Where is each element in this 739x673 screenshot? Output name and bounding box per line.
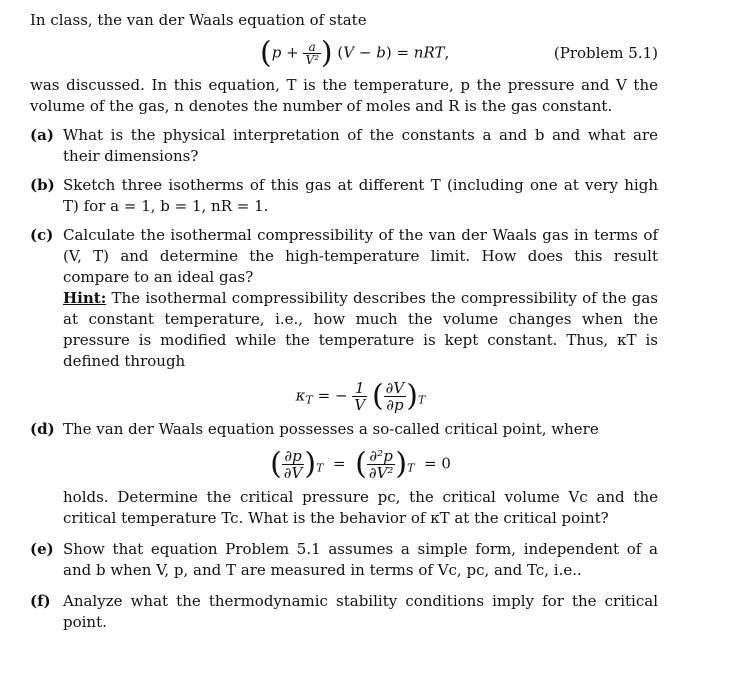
question-text: Sketch three isotherms of this gas at different T (including one at very high T) for a = 1, b = 1, nR = 1.	[63, 176, 658, 215]
question-b	[30, 175, 658, 217]
question-text: Analyze what the thermodynamic stability conditions imply for the critical point.	[63, 592, 658, 631]
after-equation-text: was discussed. In this equation, T is the temperature, p the pressure and V the volume of the gas, n denotes the number of moles and R is the gas constant.	[30, 76, 658, 115]
question-d	[30, 419, 658, 529]
vdw-equation: (p + $\frac{a}{\text{V²}}$ ) (V − b) = nRT,	[260, 35, 450, 71]
question-label: (c)	[30, 226, 54, 244]
question-text: What is the physical interpretation of the constants a and b and what are their dimensions?	[63, 126, 658, 165]
question-text: Calculate the isothermal compressibility of the van der Waals gas in terms of (V, T) and determine the high-temperature limit. How does this result compare to an ideal gas?	[63, 226, 658, 286]
question-text: Show that equation Problem 5.1 assumes a simple form, independent of a and b when V, p, and T are measured in terms of Vc, pc, and Tc, i.e..	[63, 540, 658, 579]
question-label: (d)	[30, 420, 55, 438]
question-text-after: holds. Determine the critical pressure pc, the critical volume Vc and the critical temperature Tc. What is the behavior of κT at the critical point?	[63, 488, 658, 527]
question-f	[30, 591, 658, 633]
hint-label: Hint:	[63, 289, 107, 307]
question-text: The van der Waals equation possesses a so-called critical point, where	[63, 420, 599, 438]
hint-text: The isothermal compressibility describes the compressibility of the gas at constant temperature, i.e., how much the volume changes when the pressure is modified while the temperature is kept constant. Thus, κT is defined through	[63, 289, 658, 370]
question-e	[30, 539, 658, 581]
equation-tag: (Problem 5.1)	[553, 44, 658, 62]
vdw-equation-line	[30, 33, 658, 73]
compressibility-equation: $\kappa_T$ = − $\frac{1}{V}$ ( $\frac{\partial V}{\partial p}$ )$_T$	[295, 378, 426, 414]
question-a	[30, 125, 658, 167]
intro-text: In class, the van der Waals equation of state	[30, 11, 367, 29]
question-label: (a)	[30, 126, 54, 144]
critical-point-equation: ( $\frac{\partial p}{\partial V}$ )$_T$ = ( $\frac{\text{∂²p}}{\text{∂V²}}$ )$_T = 0$	[270, 446, 451, 482]
question-label: (e)	[30, 540, 54, 558]
question-label: (b)	[30, 176, 55, 194]
problem-sheet	[30, 10, 658, 633]
question-label: (f)	[30, 592, 51, 610]
question-c	[30, 225, 658, 413]
